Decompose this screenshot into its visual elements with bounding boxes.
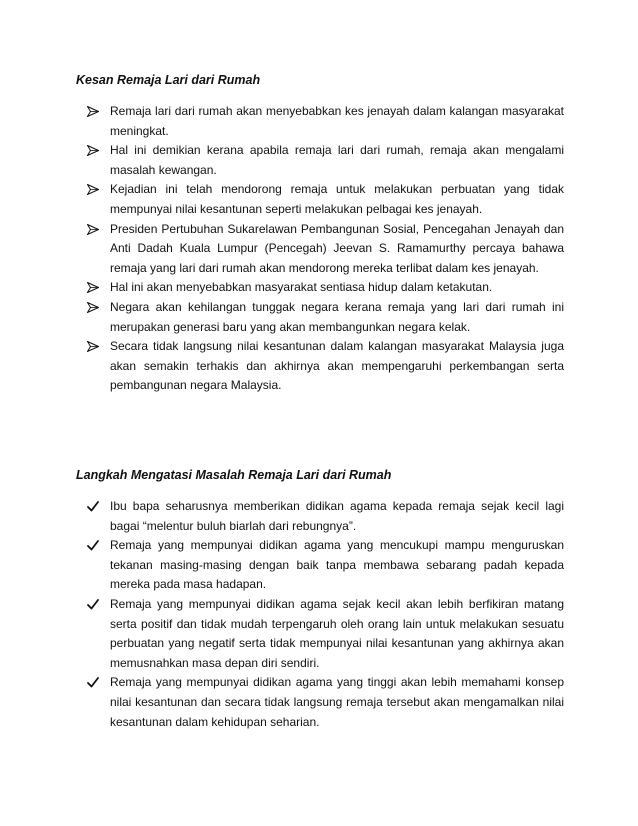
arrow-bullet-icon [87,278,103,293]
list-item-text: Remaja yang mempunyai didikan agama yang mencukupi mampu menguruskan tekanan masing-masing dengan baik tanpa membawa sebarang padah kepada mereka pada masa hadapan. [110,538,564,592]
list-item [76,673,564,732]
checkmark-bullet-icon [87,536,103,551]
list-item-text: Remaja yang mempunyai didikan agama sejak kecil akan lebih berfikiran matang serta positif dan tidak mudah terpengaruh oleh orang lain untuk melakukan sesuatu perbuatan yang negatif serta tidak mempunyai nilai kesantunan yang akhirnya akan memusnahkan masa depan diri sendiri. [110,596,564,670]
section-heading: Kesan Remaja Lari dari Rumah [76,73,261,87]
list-item [76,595,564,673]
list-item [76,220,564,279]
list-item [76,497,564,536]
list-item-text: Remaja yang mempunyai didikan agama yang tinggi akan lebih memahami konsep nilai kesantunan dan secara tidak langsung remaja tersebut akan mengamalkan nilai kesantunan dalam kehidupan seharian. [110,675,564,729]
list-item-text: Negara akan kehilangan tunggak negara kerana remaja yang lari dari rumah ini merupakan generasi baru yang akan membangunkan negara kelak. [110,299,564,334]
arrow-bullet-icon [87,180,103,195]
list-item-text: Ibu bapa seharusnya memberikan didikan agama kepada remaja sejak kecil lagi bagai “melentur buluh biarlah dari rebungnya”. [110,499,564,533]
list-item-text: Secara tidak langsung nilai kesantunan dalam kalangan masyarakat Malaysia juga akan semakin terhakis dan akhirnya akan mempengaruhi perkembangan serta pembangunan negara Malaysia. [110,339,564,393]
arrow-bullet-icon [87,102,103,117]
section-effects [76,72,564,396]
list-item [76,536,564,595]
arrow-bullet-icon [87,141,103,156]
checkmark-bullet-icon [87,673,103,688]
arrow-bullet-icon [87,298,103,313]
arrow-bullet-icon [87,220,103,235]
arrow-bullet-icon [87,337,103,352]
list-item [76,141,564,180]
list-item [76,180,564,219]
list-item [76,102,564,141]
list-item-text: Hal ini demikian kerana apabila remaja lari dari rumah, remaja akan mengalami masalah kewangan. [110,143,564,177]
checkmark-bullet-icon [87,497,103,512]
checkmark-bullet-icon [87,595,103,610]
bullet-list [76,102,564,396]
list-item [76,337,564,396]
list-item-text: Hal ini akan menyebabkan masyarakat sentiasa hidup dalam ketakutan. [110,280,493,295]
bullet-list [76,497,564,732]
section-solutions [76,467,564,732]
list-item-text: Presiden Pertubuhan Sukarelawan Pembangunan Sosial, Pencegahan Jenayah dan Anti Dadah Kuala Lumpur (Pencegah) Jeevan S. Ramamurthy percaya bahawa remaja yang lari dari rumah akan mendorong mereka terlibat dalam kes jenayah. [110,221,564,275]
section-heading: Langkah Mengatasi Masalah Remaja Lari dari Rumah [76,468,392,482]
list-item-text: Remaja lari dari rumah akan menyebabkan kes jenayah dalam kalangan masyarakat meningkat. [110,104,564,138]
list-item [76,298,564,337]
list-item [76,278,564,298]
list-item-text: Kejadian ini telah mendorong remaja untuk melakukan perbuatan yang tidak mempunyai nilai kesantunan seperti melakukan pelbagai kes jenayah. [110,182,564,216]
